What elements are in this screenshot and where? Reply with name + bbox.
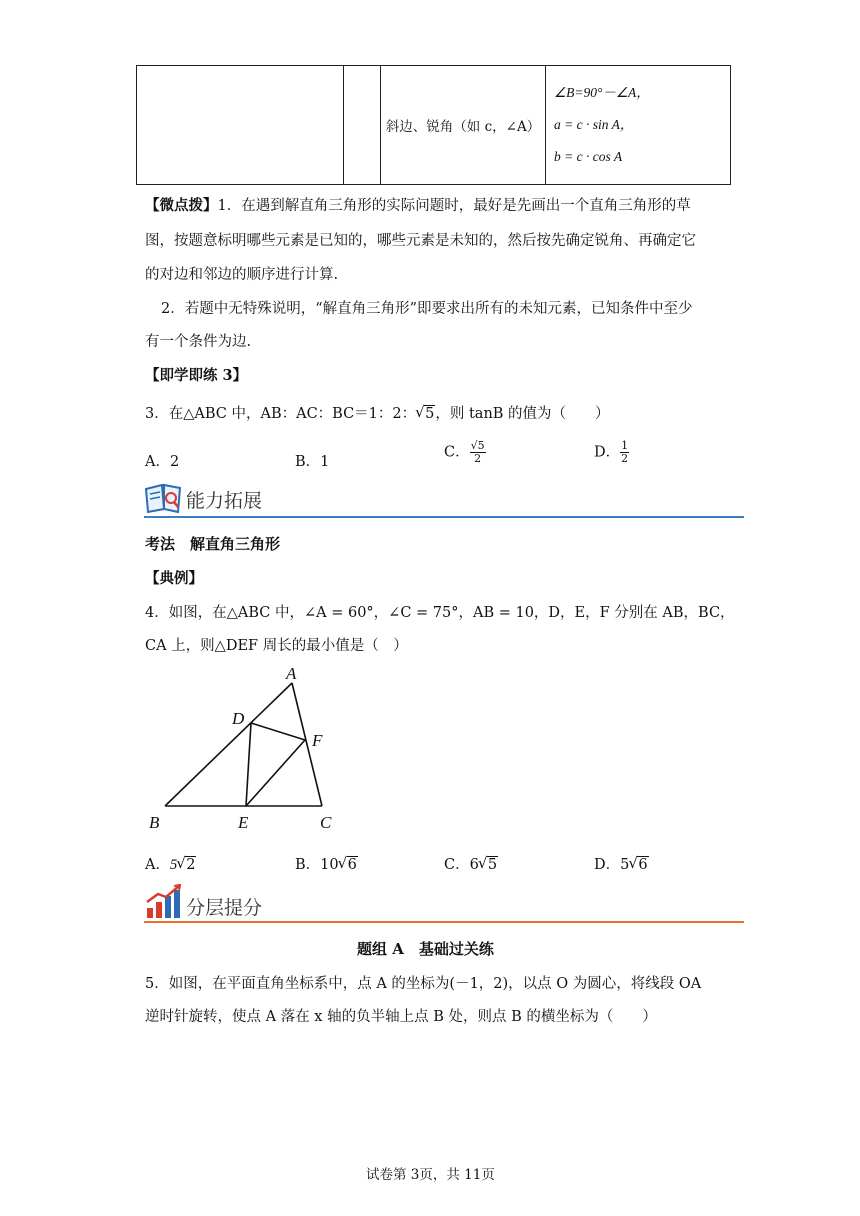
layer-rule <box>144 921 744 923</box>
q5-line-2: 逆时针旋转，使点 A 落在 x 轴的负半轴上点 B 处，则点 B 的横坐标为（ ） <box>145 1009 657 1025</box>
frac-den: 2 <box>621 452 629 465</box>
q3-prefix: 3．在△ABC 中，AB：AC：BC＝1：2： <box>145 406 417 422</box>
frac-num: 1 <box>621 439 629 452</box>
table-cell-empty-1 <box>137 66 344 185</box>
triangle-figure <box>140 660 350 835</box>
q4-line-1: 4．如图，在△ABC 中，∠A = 60°，∠C = 75°，AB = 10，D，E，F 分别在 AB，BC， <box>145 605 735 621</box>
q3-option-c-label: C． <box>444 444 470 461</box>
tip-line-5: 有一个条件为边. <box>145 334 252 350</box>
label-d: D <box>232 709 245 728</box>
table-cell-formulas <box>546 66 731 185</box>
q3-option-c[interactable] <box>444 440 486 465</box>
q4-line-2: CA 上，则△DEF 周长的最小值是（ ） <box>145 638 408 654</box>
tip-label: 【微点拨】 <box>145 197 218 214</box>
solution-table <box>136 65 731 185</box>
coef: 5 <box>620 857 630 873</box>
method-title: 考法 解直角三角形 <box>145 535 281 553</box>
segment-ef <box>246 740 305 806</box>
q4-option-c-label: C． <box>444 857 470 873</box>
label-f: F <box>312 731 323 750</box>
coef: 10 <box>320 857 339 873</box>
bar-chart-icon <box>144 884 184 920</box>
ability-rule <box>144 516 744 518</box>
q3-option-d-label: D． <box>594 444 621 461</box>
radicand: 5 <box>487 857 498 873</box>
label-b: B <box>149 813 160 832</box>
sqrt <box>479 857 498 873</box>
formula-b: b = c · cos A <box>554 149 623 164</box>
label-e: E <box>238 813 249 832</box>
question-3 <box>145 402 610 423</box>
q3-option-a[interactable]: A．2 <box>145 454 180 470</box>
radicand: 2 <box>186 857 196 873</box>
page-footer: 试卷第 3页，共 11页 <box>366 1167 495 1183</box>
sqrt-5 <box>416 406 435 422</box>
tip-line-4: 2．若题中无特殊说明，“解直角三角形”即要求出所有的未知元素，已知条件中至少 <box>161 301 693 317</box>
sqrt <box>339 857 358 873</box>
group-a-title: 题组 A 基础过关练 <box>357 940 494 958</box>
practice-heading: 【即学即练 3】 <box>145 367 248 384</box>
radicand: 6 <box>347 857 357 873</box>
table-cell-empty-2 <box>344 66 381 185</box>
section-ability-title: 能力拓展 <box>186 490 263 512</box>
example-label: 【典例】 <box>145 570 203 587</box>
q4-option-a[interactable] <box>145 853 196 874</box>
table-cell-condition: 斜边、锐角（如 c，∠A） <box>381 66 546 185</box>
radicand: 6 <box>638 857 648 873</box>
formula-angle-b: ∠B=90°－∠A， <box>554 85 650 100</box>
label-c: C <box>320 813 332 832</box>
tip-line-3: 的对边和邻边的顺序进行计算. <box>145 267 339 283</box>
q4-option-b-label: B． <box>295 857 321 873</box>
frac-den: 2 <box>474 452 482 465</box>
fraction-1-over-2 <box>620 440 629 465</box>
sqrt-5-radicand: 5 <box>425 406 435 422</box>
book-icon <box>144 481 184 515</box>
q5-line-1: 5．如图，在平面直角坐标系中，点 A 的坐标为(－1，2)，以点 O 为圆心，将线段 OA <box>145 976 702 992</box>
tip-text-1: 1．在遇到解直角三角形的实际问题时，最好是先画出一个直角三角形的草 <box>217 198 691 214</box>
q3-option-d[interactable] <box>594 440 629 465</box>
tip-line-2: 图，按题意标明哪些元素是已知的，哪些元素是未知的，然后按先确定锐角、再确定它 <box>145 233 696 249</box>
formula-a: a = c · sin A， <box>554 117 634 132</box>
tip-line-1 <box>145 194 691 215</box>
sqrt <box>177 857 196 873</box>
q4-option-b[interactable] <box>295 853 358 874</box>
fraction-root5-over-2 <box>470 440 486 465</box>
segment-df <box>251 723 305 740</box>
label-a: A <box>286 664 297 683</box>
q4-option-a-label: A． <box>145 857 170 873</box>
q4-option-d[interactable] <box>594 853 649 874</box>
side-ab <box>165 683 292 806</box>
section-layer-title: 分层提分 <box>186 897 263 919</box>
coef: 5 <box>169 857 178 873</box>
segment-de <box>246 723 251 806</box>
sqrt <box>629 857 648 873</box>
frac-num: √5 <box>470 439 485 452</box>
q3-option-b[interactable]: B．1 <box>295 454 330 470</box>
coef: 6 <box>469 857 479 873</box>
q4-option-d-label: D． <box>594 857 621 873</box>
q3-suffix: ，则 tanB 的值为（ ） <box>435 406 610 422</box>
q4-option-c[interactable] <box>444 853 498 874</box>
